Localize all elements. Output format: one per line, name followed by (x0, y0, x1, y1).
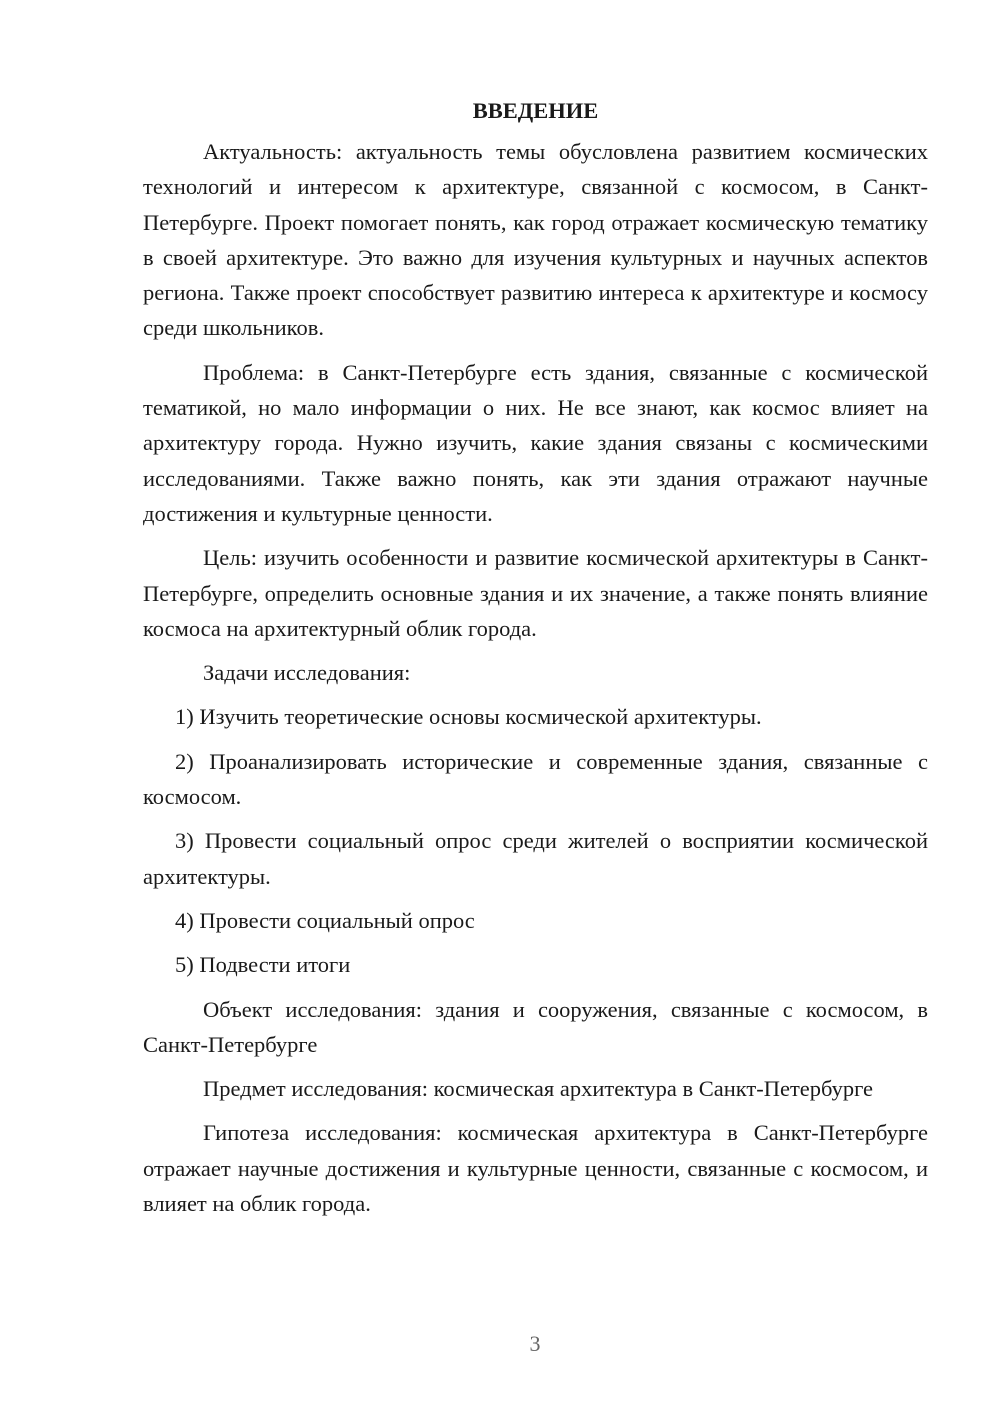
paragraph-relevance: Актуальность: актуальность темы обусловлена развитием космических технологий и интересом к архитектуре, связанной с космосом, в Санкт-Петербурге. Проект помогает понять, как город отражает космическую тематику в своей архитектуре. Это важно для изучения культурных и научных аспектов региона. Также проект способствует развитию интереса к архитектуре и космосу среди школьников. (143, 139, 928, 341)
paragraph-subject: Предмет исследования: космическая архитектура в Санкт-Петербурге (203, 1076, 874, 1102)
paragraph-tasks-heading: Задачи исследования: (203, 660, 411, 686)
paragraph-hypothesis: Гипотеза исследования: космическая архитектура в Санкт-Петербурге отражает научные достижения и культурные ценности, связанные с космосом, и влияет на облик города. (143, 1120, 928, 1217)
paragraph-goal: Цель: изучить особенности и развитие космической архитектуры в Санкт-Петербурге, определить основные здания и их значение, а также понять влияние космоса на архитектурный облик города. (143, 545, 928, 641)
page-number: 3 (529, 1331, 541, 1356)
paragraph-object: Объект исследования: здания и сооружения, связанные с космосом, в Санкт-Петербурге (143, 996, 928, 1057)
task-item-2: 2) Проанализировать исторические и современные здания, связанные с космосом. (143, 748, 928, 810)
page-content (143, 94, 928, 1230)
task-item-4: 4) Провести социальный опрос (175, 907, 475, 933)
section-title: ВВЕДЕНИЕ (472, 98, 599, 123)
task-item-1: 1) Изучить теоретические основы космической архитектуры. (175, 704, 762, 730)
task-item-3: 3) Провести социальный опрос среди жителей о восприятии космической архитектуры. (143, 828, 928, 889)
paragraph-problem: Проблема: в Санкт-Петербурге есть здания, связанные с космической тематикой, но мало информации о них. Не все знают, как космос влияет на архитектуру города. Нужно изучить, какие здания связаны с космическими исследованиями. Также важно понять, как эти здания отражают научные достижения и культурные ценности. (143, 359, 928, 526)
task-item-5: 5) Подвести итоги (175, 952, 351, 978)
